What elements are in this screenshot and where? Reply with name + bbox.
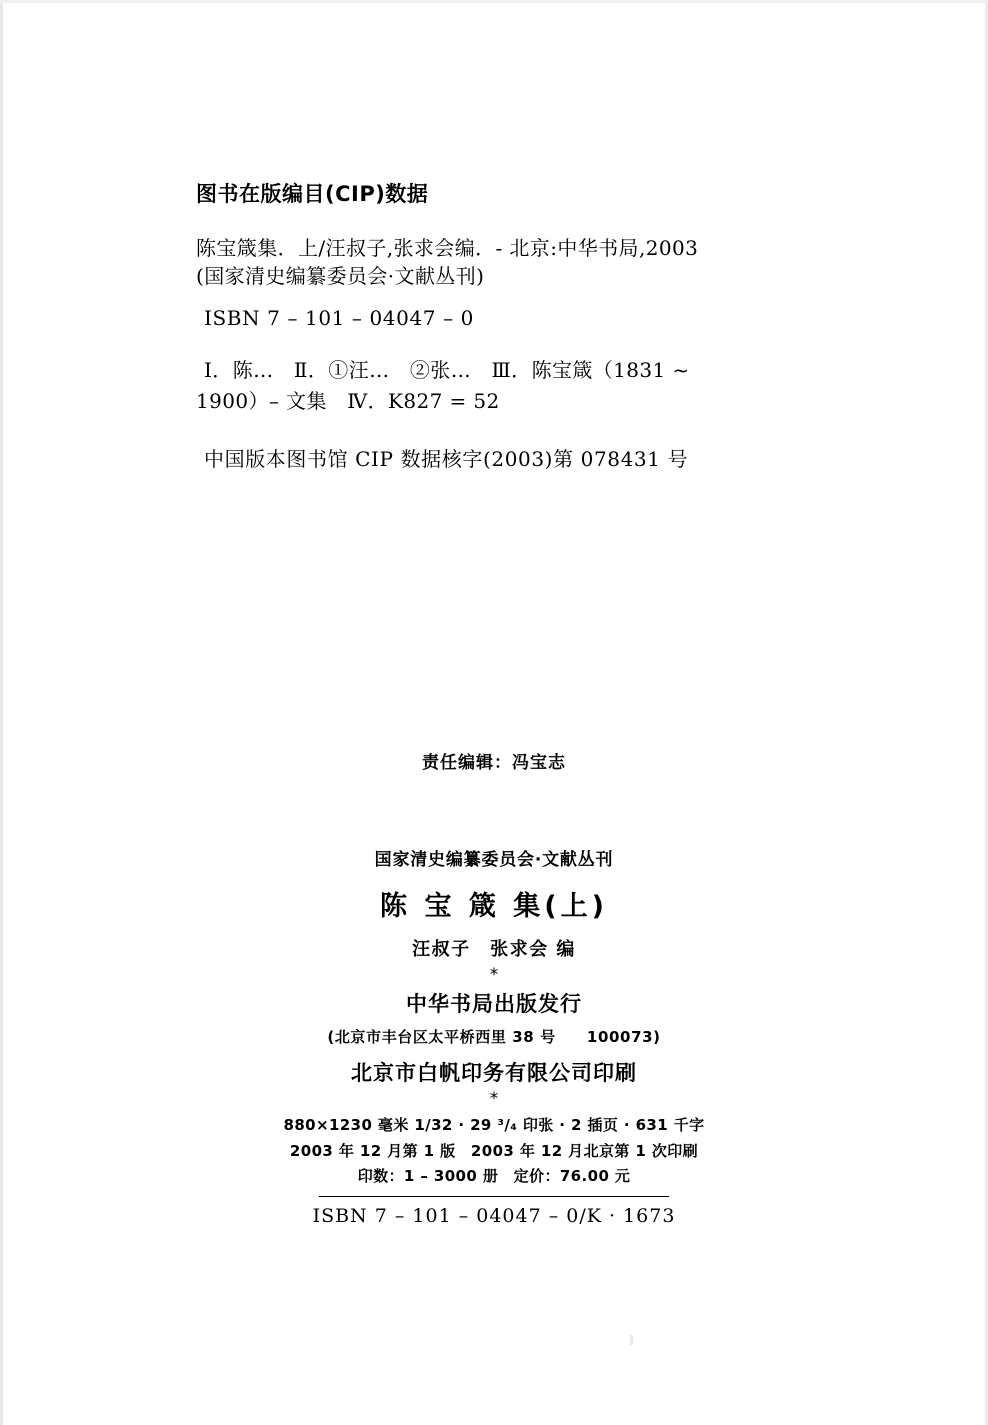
colophon-block: [0, 748, 988, 1227]
cip-index-row-1: Ⅰ．陈… Ⅱ．①汪… ②张… Ⅲ．陈宝箴（1831 ~: [204, 357, 690, 382]
cip-index: [196, 355, 856, 417]
cip-isbn: ISBN 7 – 101 – 04047 – 0: [204, 305, 474, 330]
series-name: 国家清史编纂委员会·文献丛刊: [374, 850, 614, 870]
horizontal-rule: [319, 1196, 669, 1198]
star-separator-top: *: [489, 965, 499, 985]
print-spec-line-2: 2003 年 12 月第 1 版 2003 年 12 月北京第 1 次印刷: [289, 1142, 699, 1161]
cip-block: [196, 178, 856, 472]
cip-heading: 图书在版编目(CIP)数据: [196, 182, 429, 206]
book-title: 陈 宝 箴 集(上): [380, 891, 608, 922]
print-spec-line-1: 880×1230 毫米 1/32 · 29 ³/₄ 印张 · 2 插页 · 631 千字: [283, 1116, 705, 1134]
responsible-editor: 责任编辑：冯宝志: [422, 753, 566, 773]
cip-index-row-2: 1900）– 文集 Ⅳ．K827 = 52: [196, 388, 500, 413]
isbn-bottom: ISBN 7 – 101 – 04047 – 0/K · 1673: [312, 1205, 676, 1227]
scan-edge-top: [0, 0, 988, 3]
cip-series-line: (国家清史编纂委员会·文献丛刊): [196, 264, 485, 289]
print-run-and-price: 印数：1 – 3000 册 定价：76.00 元: [357, 1166, 631, 1185]
publisher-address: (北京市丰台区太平桥西里 38 号 100073): [327, 1028, 661, 1046]
scan-artifact-mark: [630, 1335, 633, 1345]
cip-title-line: 陈宝箴集．上/汪叔子,张求会编．- 北京:中华书局,2003: [196, 236, 699, 260]
book-editors: 汪叔子 张求会 编: [412, 939, 576, 960]
publisher: 中华书局出版发行: [406, 992, 582, 1016]
star-separator-bottom: *: [489, 1089, 499, 1109]
printer: 北京市白帆印务有限公司印刷: [351, 1061, 637, 1085]
cip-verification-number: 中国版本图书馆 CIP 数据核字(2003)第 078431 号: [204, 446, 689, 471]
